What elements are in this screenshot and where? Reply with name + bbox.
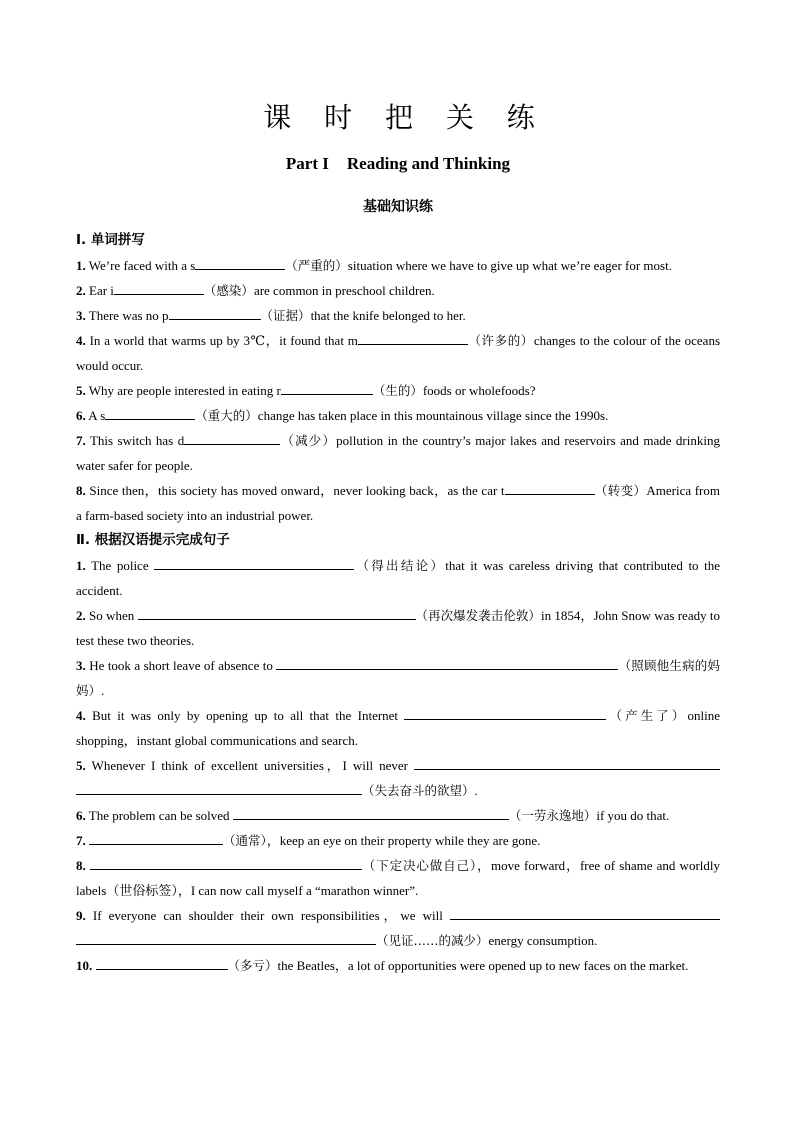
part2-item-8: 8. （下定决心做自己），move forward，free of shame and worldly labels（世俗标签），I can now call myself a “marathon winner”. <box>76 853 720 903</box>
answer-blank-continued[interactable] <box>76 780 362 795</box>
page-title: 课 时 把 关 练 <box>263 101 547 134</box>
answer-blank[interactable] <box>89 830 223 845</box>
part1-item-6: 6. A s （重大的）change has taken place in this mountainous village since the 1990s. <box>76 403 720 428</box>
answer-blank[interactable] <box>358 330 468 345</box>
subtitle-part: Part I <box>285 154 329 173</box>
part2-item-1: 1. The police （得出结论）that it was careless driving that contributed to the accident. <box>76 553 720 603</box>
answer-blank[interactable] <box>276 655 618 670</box>
part2-item-2: 2. So when （再次爆发袭击伦敦）in 1854，John Snow was ready to test these two theories. <box>76 603 720 653</box>
part2-item-10: 10. （多亏）the Beatles，a lot of opportunities were opened up to new faces on the market. <box>76 953 720 978</box>
answer-blank-continued[interactable] <box>76 930 376 945</box>
answer-blank[interactable] <box>281 380 373 395</box>
answer-blank[interactable] <box>184 430 280 445</box>
answer-blank[interactable] <box>96 955 228 970</box>
answer-blank[interactable] <box>114 280 204 295</box>
part1-item-1: 1. We’re faced with a s （严重的）situation where we have to give up what we’re eager for most. <box>76 253 720 278</box>
answer-blank[interactable] <box>105 405 195 420</box>
answer-blank[interactable] <box>90 855 362 870</box>
subtitle-text: Reading and Thinking <box>346 154 511 173</box>
part1-item-8: 8. Since then，this society has moved onward，never looking back，as the car t （转变）America from a farm-based society into an industrial power. <box>76 478 720 528</box>
part2-item-5: 5. Whenever I think of excellent universities，I will never （失去奋斗的欲望）. <box>76 753 720 803</box>
answer-blank[interactable] <box>505 480 595 495</box>
part1-item-7: 7. This switch has d （减少）pollution in the country’s major lakes and reservoirs and made drinking water safer for people. <box>76 428 720 478</box>
part2-item-7: 7. （通常），keep an eye on their property while they are gone. <box>76 828 720 853</box>
part1-item-3: 3. There was no p （证据）that the knife belonged to her. <box>76 303 720 328</box>
part2-heading: Ⅱ. 根据汉语提示完成句子 <box>76 532 230 548</box>
answer-blank[interactable] <box>138 605 416 620</box>
part2-item-6: 6. The problem can be solved （一劳永逸地）if you do that. <box>76 803 720 828</box>
worksheet-page <box>76 96 720 978</box>
part1-item-2: 2. Ear i （感染）are common in preschool children. <box>76 278 720 303</box>
answer-blank[interactable] <box>169 305 261 320</box>
answer-blank[interactable] <box>450 905 720 920</box>
part1-heading: Ⅰ. 单词拼写 <box>76 232 145 248</box>
part2-item-4: 4. But it was only by opening up to all that the Internet （产生了）online shopping，instant global communications and search. <box>76 703 720 753</box>
part1-item-4: 4. In a world that warms up by 3℃，it found that m （许多的）changes to the colour of the oceans would occur. <box>76 328 720 378</box>
answer-blank[interactable] <box>404 705 606 720</box>
part1-item-5: 5. Why are people interested in eating r （生的）foods or wholefoods? <box>76 378 720 403</box>
part2-item-3: 3. He took a short leave of absence to （照顾他生病的妈妈）. <box>76 653 720 703</box>
answer-blank[interactable] <box>154 555 354 570</box>
answer-blank[interactable] <box>195 255 285 270</box>
section-title: 基础知识练 <box>363 199 433 215</box>
answer-blank[interactable] <box>233 805 509 820</box>
answer-blank[interactable] <box>414 755 720 770</box>
part-subtitle <box>76 154 720 174</box>
part2-item-9: 9. If everyone can shoulder their own responsibilities，we will （见证……的减少）energy consumption. <box>76 903 720 953</box>
